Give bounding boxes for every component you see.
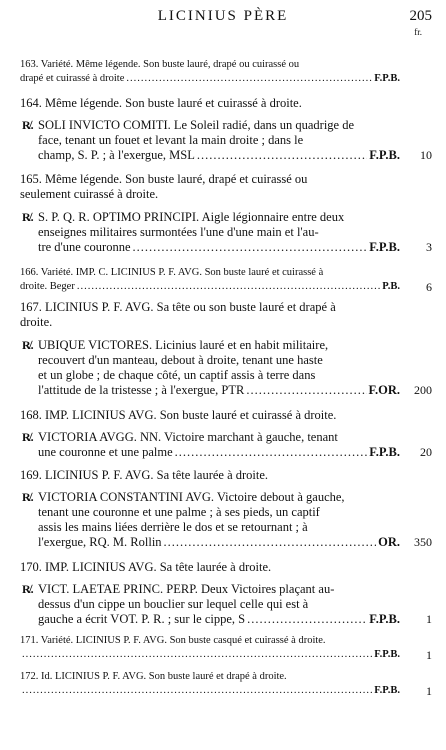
entry-line: 164. Même légende. Son buste lauré et cuirassé à droite. — [20, 96, 302, 110]
entry-tail: F.P.B. — [369, 445, 400, 459]
reverse-mark-icon: R̸. — [22, 338, 34, 352]
entry-tail: OR. — [378, 535, 400, 549]
entry-value: 6 — [426, 280, 432, 294]
entry-169 — [20, 468, 400, 483]
reverse-mark-icon: R̸. — [22, 582, 34, 596]
entry-tail: F.P.B. — [369, 148, 400, 162]
reverse-mark-icon: R̸. — [22, 430, 34, 444]
entry-line: tre d'une couronne — [38, 240, 131, 254]
entry-170-reverse — [38, 582, 400, 627]
entry-line: et un globe ; de chaque côté, un captif assis à terre dans — [38, 368, 316, 382]
entry-tail: F.P.B. — [374, 73, 400, 84]
entry-165 — [20, 172, 400, 202]
reverse-mark-icon: R̸. — [22, 210, 34, 224]
entry-value: 20 — [420, 445, 432, 459]
entry-line: droite. Beger — [20, 281, 75, 292]
unit-label: fr. — [414, 27, 422, 37]
entry-tail: F.P.B. — [369, 612, 400, 626]
entry-line: VICT. LAETAE PRINC. PERP. Deux Victoires plaçant au- — [38, 582, 335, 596]
entry-value: 10 — [420, 148, 432, 162]
entry-line: 167. LICINIUS P. F. AVG. Sa tête ou son buste lauré et drapé à — [20, 300, 336, 314]
entry-line: champ, S. P. ; à l'exergue, MSL — [38, 148, 195, 162]
entry-168-reverse — [38, 430, 400, 460]
entry-line: assis les mains liées derrière le dos et se retournant ; à — [38, 520, 308, 534]
entry-line: 165. Même légende. Son buste lauré, drapé et cuirassé ou — [20, 172, 308, 186]
entry-line: 171. Variété. LICINIUS P. F. AVG. Son buste casqué et cuirassé à droite. — [20, 635, 326, 646]
entry-tail: F.OR. — [368, 383, 400, 397]
entry-line: S. P. Q. R. OPTIMO PRINCIPI. Aigle légionnaire entre deux — [38, 210, 345, 224]
entry-168 — [20, 408, 400, 423]
entry-tail: P.B. — [382, 281, 400, 292]
entry-164-reverse — [38, 118, 400, 163]
entry-line: 168. IMP. LICINIUS AVG. Son buste lauré et cuirassé à droite. — [20, 408, 337, 422]
entry-line: recouvert d'un manteau, debout à droite, tenant une haste — [38, 353, 323, 367]
entry-line: 166. Variété. IMP. C. LICINIUS P. F. AVG. Son buste lauré et cuirassé à — [20, 267, 324, 278]
entry-164 — [20, 96, 400, 111]
reverse-mark-icon: R̸. — [22, 118, 34, 132]
entry-167-reverse — [38, 338, 400, 398]
entry-line: drapé et cuirassé à droite — [20, 73, 125, 84]
entry-163 — [20, 58, 400, 86]
entry-line: l'exergue, RQ. M. Rollin — [38, 535, 162, 549]
entry-value: 1 — [426, 612, 432, 626]
entry-line: UBIQUE VICTORES. Licinius lauré et en habit militaire, — [38, 338, 329, 352]
entry-value: 1 — [426, 648, 432, 662]
entry-line: 169. LICINIUS P. F. AVG. Sa tête laurée à droite. — [20, 468, 269, 482]
entry-167 — [20, 300, 400, 330]
entry-169-reverse — [38, 490, 400, 550]
entry-line: VICTORIA CONSTANTINI AVG. Victoire debout à gauche, — [38, 490, 345, 504]
entry-line: droite. — [20, 315, 53, 329]
entry-line: tenant une couronne et une palme ; à ses pieds, un captif — [38, 505, 320, 519]
entry-line: une couronne et une palme — [38, 445, 173, 459]
page-title: LICINIUS PÈRE — [157, 8, 289, 24]
entry-172 — [20, 670, 400, 698]
entry-tail: F.P.B. — [374, 685, 400, 696]
entry-value: 200 — [414, 383, 432, 397]
entry-line: face, tenant un fouet et levant la main droite ; dans le — [38, 133, 304, 147]
entry-value: 3 — [426, 240, 432, 254]
entry-line: SOLI INVICTO COMITI. Le Soleil radié, dans un quadrige de — [38, 118, 355, 132]
entry-171 — [20, 634, 400, 662]
entry-170 — [20, 560, 400, 575]
entry-tail: F.P.B. — [374, 649, 400, 660]
entry-line: 170. IMP. LICINIUS AVG. Sa tête laurée à droite. — [20, 560, 272, 574]
entry-166 — [20, 266, 400, 294]
entry-tail: F.P.B. — [369, 240, 400, 254]
entry-value: 350 — [414, 535, 432, 549]
entry-165-reverse — [38, 210, 400, 255]
entry-line: seulement cuirassé à droite. — [20, 187, 159, 201]
entry-line: 163. Variété. Même légende. Son buste lauré, drapé ou cuirassé ou — [20, 59, 300, 70]
entry-line: VICTORIA AVGG. NN. Victoire marchant à gauche, tenant — [38, 430, 338, 444]
entry-line: dessus d'un cippe un bouclier sur lequel celle qui est à — [38, 597, 309, 611]
entry-value: 1 — [426, 684, 432, 698]
entry-line: 172. Id. LICINIUS P. F. AVG. Son buste lauré et drapé à droite. — [20, 671, 287, 682]
entry-line: enseignes militaires surmontées l'une d'une main et l'au- — [38, 225, 319, 239]
page-number: 205 — [409, 8, 432, 24]
reverse-mark-icon: R̸. — [22, 490, 34, 504]
entry-line: l'attitude de la tristesse ; à l'exergue, PTR — [38, 383, 245, 397]
entry-line: gauche a écrit VOT. P. R. ; sur le cippe, S — [38, 612, 246, 626]
